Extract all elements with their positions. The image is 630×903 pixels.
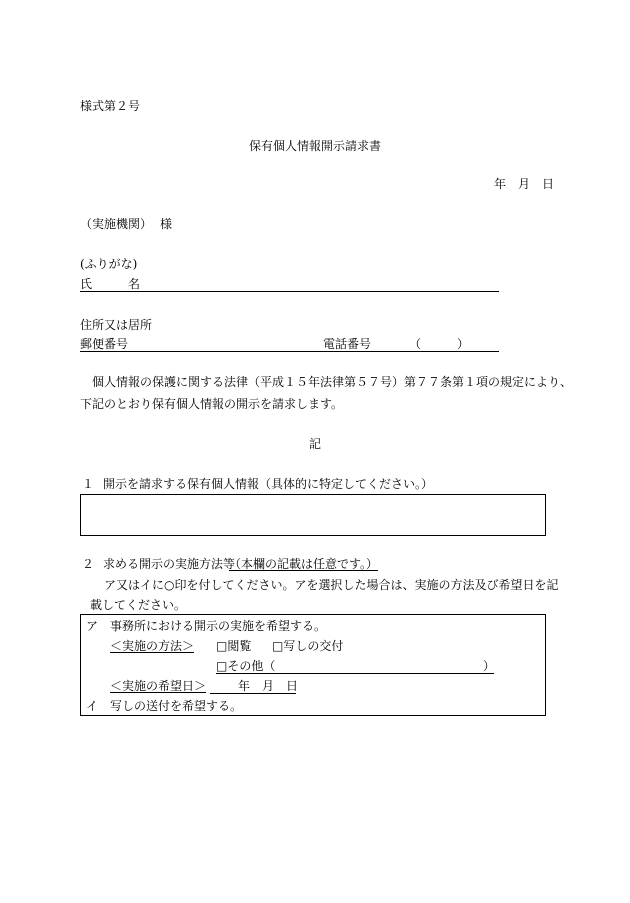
- section1-number: １: [82, 477, 95, 491]
- section2-number: ２: [82, 557, 95, 571]
- section2-note: （本欄の記載は任意です。）: [229, 557, 379, 571]
- address-field-line[interactable]: [80, 351, 499, 352]
- date-wish-field-line[interactable]: [210, 693, 296, 694]
- method-other-field-line[interactable]: [216, 673, 494, 674]
- name-field-line[interactable]: [80, 291, 499, 292]
- option-a-text: 事務所における開示の実施を希望する。: [110, 619, 327, 633]
- date-label: 年 月 日: [494, 177, 555, 191]
- furigana-label: (ふりがな): [80, 257, 138, 271]
- method-view-checkbox[interactable]: □閲覧: [216, 639, 252, 653]
- section2-instruction-1: ア又はイに○印を付してください。アを選択した場合は、実施の方法及び希望日を記: [104, 578, 559, 592]
- date-wish-label: ＜実施の希望日＞: [110, 679, 207, 693]
- intro-line-1: 個人情報の保護に関する法律（平成１５年法律第５７号）第７７条第１項の規定により、: [92, 375, 573, 389]
- option-a-mark[interactable]: ア: [86, 619, 99, 633]
- phone-area-code-parens: （ ）: [409, 337, 470, 351]
- name-label: 氏 名: [80, 277, 141, 291]
- form-title: 保有個人情報開示請求書: [249, 139, 382, 153]
- method-other-close: ）: [483, 659, 496, 673]
- postal-code-label: 郵便番号: [80, 337, 129, 351]
- method-copy-checkbox[interactable]: □写しの交付: [272, 639, 344, 653]
- method-other-checkbox[interactable]: □その他（: [216, 659, 276, 673]
- phone-label: 電話番号: [323, 337, 372, 351]
- section1-label: 開示を請求する保有個人情報（具体的に特定してください。）: [103, 477, 434, 491]
- section2-instruction-2: 載してください。: [90, 598, 187, 612]
- address-label: 住所又は居所: [80, 318, 153, 332]
- honorific: 様: [160, 217, 173, 231]
- option-b-text: 写しの送付を希望する。: [110, 699, 243, 713]
- date-wish-value: 年 月 日: [238, 679, 299, 693]
- ki-heading: 記: [309, 437, 322, 451]
- option-b-mark[interactable]: イ: [86, 699, 99, 713]
- requested-info-field[interactable]: [80, 494, 546, 536]
- section2-label: 求める開示の実施方法等: [103, 557, 236, 571]
- agency-label: （実施機関）: [80, 217, 153, 231]
- method-label: ＜実施の方法＞: [110, 639, 195, 653]
- form-number: 様式第２号: [80, 99, 141, 113]
- intro-line-2: 下記のとおり保有個人情報の開示を請求します。: [80, 397, 344, 411]
